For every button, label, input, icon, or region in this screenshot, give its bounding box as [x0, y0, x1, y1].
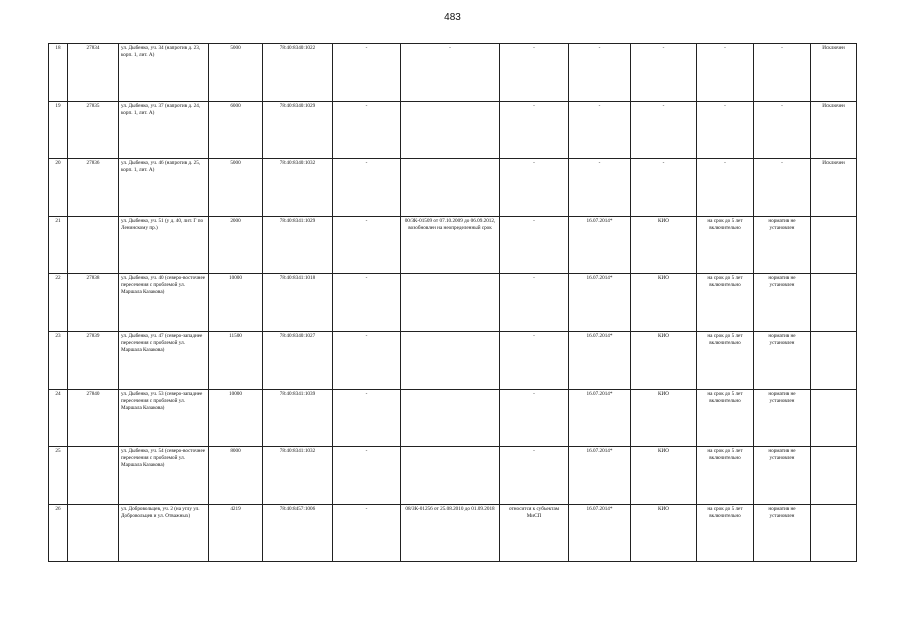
table-row	[49, 44, 857, 102]
cell-date: 16.07.2014*	[569, 274, 631, 332]
cell-status	[811, 504, 857, 562]
cell-status: Исключен	[811, 159, 857, 217]
cell-smb-status: -	[500, 101, 569, 159]
cell-object-code: 27840	[68, 389, 119, 447]
cell-authority: -	[631, 159, 697, 217]
cell-lease-term: на срок до 5 лет включительно	[697, 216, 754, 274]
cell-smb-status: -	[500, 159, 569, 217]
cell-object-code: 27834	[68, 44, 119, 102]
cell-row-number: 20	[49, 159, 68, 217]
cell-lease-agreement	[401, 447, 500, 505]
cell-address: ул. Дыбенко, уч. 47 (северо-западнее пересечения с проблемой ул. Маршала Казакова)	[119, 331, 209, 389]
cell-cadastral-number: 78:40:8341:1039	[263, 389, 333, 447]
cell-cadastral-number: 78:40:8341:1029	[263, 216, 333, 274]
cell-norm: норматив не установлен	[754, 331, 811, 389]
cell-lease-agreement: 00/ЗК-01509 от 07.10.2009 до 06.09.2012, возобновлен на неопределенный срок	[401, 216, 500, 274]
cell-norm: норматив не установлен	[754, 216, 811, 274]
cell-lease-term: -	[697, 44, 754, 102]
cell-authority: КИО	[631, 216, 697, 274]
cell-lease-term: -	[697, 159, 754, 217]
cell-lease-agreement	[401, 274, 500, 332]
cell-smb-status: относится к субъектам МиСП	[500, 504, 569, 562]
cell-authority: КИО	[631, 447, 697, 505]
cell-address: ул. Дыбенко, уч. 34 (напротив д. 23, корп. 1, лит. А)	[119, 44, 209, 102]
cell-row-number: 22	[49, 274, 68, 332]
cell-object-code	[68, 504, 119, 562]
cell-smb-status: -	[500, 389, 569, 447]
cell-lease-term: на срок до 5 лет включительно	[697, 389, 754, 447]
cell-status	[811, 274, 857, 332]
cell-object-code: 27835	[68, 101, 119, 159]
cell-norm: норматив не установлен	[754, 504, 811, 562]
cell-authority: -	[631, 44, 697, 102]
cell-date: 16.07.2014*	[569, 216, 631, 274]
cell-date: -	[569, 44, 631, 102]
cell-lease-agreement	[401, 159, 500, 217]
cell-authority: КИО	[631, 331, 697, 389]
registry-table	[48, 43, 857, 562]
cell-address: ул. Добровольцев, уч. 2 (на углу ул. Добровольцев и ул. Отважных)	[119, 504, 209, 562]
cell-area: 5000	[209, 159, 263, 217]
cell-col-6: -	[333, 216, 401, 274]
cell-smb-status: -	[500, 331, 569, 389]
registry-table-body	[49, 44, 857, 562]
cell-lease-term: -	[697, 101, 754, 159]
table-row	[49, 389, 857, 447]
cell-cadastral-number: 78:40:8340:1027	[263, 331, 333, 389]
cell-cadastral-number: 78:40:8341:1032	[263, 447, 333, 505]
cell-lease-agreement: -	[401, 44, 500, 102]
cell-col-6: -	[333, 159, 401, 217]
table-row	[49, 101, 857, 159]
cell-cadastral-number: 78:40:8341:1018	[263, 274, 333, 332]
cell-address: ул. Дыбенко, уч. 37 (напротив д. 24, корп. 1, лит. А)	[119, 101, 209, 159]
cell-norm: норматив не установлен	[754, 274, 811, 332]
cell-object-code: 27836	[68, 159, 119, 217]
cell-smb-status: -	[500, 44, 569, 102]
cell-norm: норматив не установлен	[754, 389, 811, 447]
cell-date: -	[569, 101, 631, 159]
cell-row-number: 18	[49, 44, 68, 102]
cell-row-number: 19	[49, 101, 68, 159]
cell-norm: -	[754, 159, 811, 217]
cell-object-code: 27839	[68, 331, 119, 389]
cell-col-6: -	[333, 101, 401, 159]
cell-smb-status: -	[500, 447, 569, 505]
table-row	[49, 159, 857, 217]
cell-col-6: -	[333, 447, 401, 505]
cell-norm: норматив не установлен	[754, 447, 811, 505]
table-row	[49, 331, 857, 389]
cell-area: 11500	[209, 331, 263, 389]
cell-cadastral-number: 78:40:8457:1006	[263, 504, 333, 562]
cell-col-6: -	[333, 504, 401, 562]
cell-area: 5000	[209, 44, 263, 102]
cell-col-6: -	[333, 44, 401, 102]
cell-lease-term: на срок до 5 лет включительно	[697, 331, 754, 389]
cell-row-number: 24	[49, 389, 68, 447]
cell-date: 16.07.2014*	[569, 389, 631, 447]
cell-norm: -	[754, 101, 811, 159]
page-number: 483	[444, 12, 461, 23]
table-row	[49, 216, 857, 274]
cell-lease-term: на срок до 5 лет включительно	[697, 274, 754, 332]
cell-lease-agreement: 08/ЗК-01256 от 25.08.2010 до 01.09.2018	[401, 504, 500, 562]
cell-cadastral-number: 78:40:8340:1032	[263, 159, 333, 217]
cell-object-code	[68, 447, 119, 505]
cell-lease-agreement	[401, 389, 500, 447]
cell-area: 10000	[209, 389, 263, 447]
table-row	[49, 447, 857, 505]
cell-lease-agreement	[401, 331, 500, 389]
cell-authority: КИО	[631, 389, 697, 447]
cell-address: ул. Дыбенко, уч. 40 (северо-восточнее пересечения с проблемой ул. Маршала Казакова)	[119, 274, 209, 332]
cell-address: ул. Дыбенко, уч. 46 (напротив д. 25, корп. 1, лит. А)	[119, 159, 209, 217]
cell-date: -	[569, 159, 631, 217]
cell-authority: -	[631, 101, 697, 159]
cell-area: 4219	[209, 504, 263, 562]
table-row	[49, 274, 857, 332]
cell-address: ул. Дыбенко, уч. 51 (у д. 40, лит. Г по Ленинскому пр.)	[119, 216, 209, 274]
cell-authority: КИО	[631, 504, 697, 562]
cell-status	[811, 331, 857, 389]
cell-row-number: 23	[49, 331, 68, 389]
cell-norm: -	[754, 44, 811, 102]
cell-lease-term: на срок до 5 лет включительно	[697, 504, 754, 562]
cell-date: 16.07.2014*	[569, 447, 631, 505]
cell-status	[811, 216, 857, 274]
cell-object-code: 27838	[68, 274, 119, 332]
cell-smb-status: -	[500, 216, 569, 274]
cell-lease-term: на срок до 5 лет включительно	[697, 447, 754, 505]
cell-cadastral-number: 78:40:8340:1029	[263, 101, 333, 159]
cell-area: 6000	[209, 101, 263, 159]
cell-smb-status: -	[500, 274, 569, 332]
cell-address: ул. Дыбенко, уч. 54 (северо-восточнее пересечения с проблемой ул. Маршала Казакова)	[119, 447, 209, 505]
cell-col-6: -	[333, 389, 401, 447]
cell-status: Исключен	[811, 101, 857, 159]
cell-row-number: 21	[49, 216, 68, 274]
cell-col-6: -	[333, 274, 401, 332]
cell-object-code	[68, 216, 119, 274]
cell-area: 10000	[209, 274, 263, 332]
cell-status	[811, 447, 857, 505]
table-row	[49, 504, 857, 562]
cell-lease-agreement	[401, 101, 500, 159]
cell-cadastral-number: 78:40:8340:1022	[263, 44, 333, 102]
cell-col-6: -	[333, 331, 401, 389]
cell-status: Исключен	[811, 44, 857, 102]
cell-area: 8000	[209, 447, 263, 505]
cell-address: ул. Дыбенко, уч. 53 (северо-западнее пересечения с проблемой ул. Маршала Казакова)	[119, 389, 209, 447]
cell-area: 2000	[209, 216, 263, 274]
cell-status	[811, 389, 857, 447]
cell-date: 16.07.2014*	[569, 331, 631, 389]
cell-row-number: 26	[49, 504, 68, 562]
cell-row-number: 25	[49, 447, 68, 505]
cell-authority: КИО	[631, 274, 697, 332]
cell-date: 16.07.2014*	[569, 504, 631, 562]
